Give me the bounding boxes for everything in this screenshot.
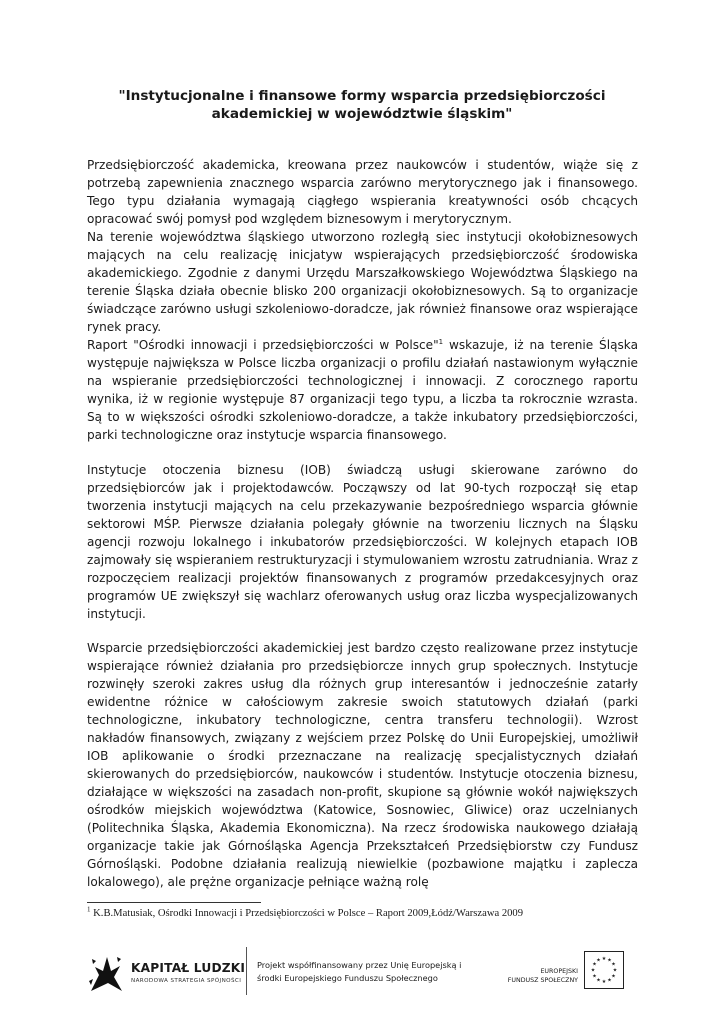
paragraph-3-start: Raport "Ośrodki innowacji i przedsiębiorczości w Polsce" xyxy=(87,338,439,352)
paragraph-4: Instytucje otoczenia biznesu (IOB) świadczą usługi skierowane zarówno do przedsiębiorców jak i projektodawców. Począwszy od lat 90-tych rozpoczął się etap tworzenia instytucji mających na celu przekazywanie bezpośredniego wsparcia głównie sektorowi MŚP. Pierwsze działania polegały głównie na tworzeniu licznych na Śląsku agencji rozwoju lokalnego i inkubatorów przedsiębiorczości. W kolejnych etapach IOB zajmowały się wspieraniem restrukturyzacji i stymulowaniem wzrostu zatrudniania. Wraz z rozpoczęciem realizacji projektów finansowanych z programów przedakcesyjnych oraz programów UE zwiększył się wachlarz oferowanych usług oraz liczba wyspecjalizowanych instytucji. xyxy=(87,463,638,621)
section-2 xyxy=(87,461,638,623)
document-title: "Instytucjonalne i finansowe formy wsparcia przedsiębiorczości akademickiej w województwie śląskim" xyxy=(118,88,606,122)
svg-text:★: ★ xyxy=(596,957,601,964)
project-note-line-2: środki Europejskiego Funduszu Społecznego xyxy=(257,973,438,983)
kapital-ludzki-subtitle: NARODOWA STRATEGIA SPÓJNOŚCI xyxy=(131,978,242,984)
eu-label-line-2: FUNDUSZ SPOŁECZNY xyxy=(507,977,578,984)
footnote-separator xyxy=(87,902,261,903)
eu-fund-label xyxy=(496,967,578,985)
section-3 xyxy=(87,639,638,891)
svg-text:★: ★ xyxy=(607,977,612,984)
section-1 xyxy=(87,156,638,444)
project-funding-note xyxy=(257,959,497,985)
svg-text:★: ★ xyxy=(607,957,612,964)
footnote-mark: 1 xyxy=(87,905,91,914)
footnote-reference[interactable]: 1 xyxy=(438,337,444,346)
svg-text:★: ★ xyxy=(611,973,616,980)
svg-text:★: ★ xyxy=(592,961,597,968)
svg-text:★: ★ xyxy=(592,973,597,980)
svg-text:★: ★ xyxy=(601,956,607,962)
paragraph-1: Przedsiębiorczość akademicka, kreowana przez naukowców i studentów, wiąże się z potrzebą zapewnienia znacznego wsparcia zarówno merytorycznego jak i finansowego. Tego typu działania wymagają ciągłego wspierania kreatywności osób chcących opracować swój pomysł pod względem biznesowym i merytorycznym. xyxy=(87,158,638,226)
paragraph-5: Wsparcie przedsiębiorczości akademickiej jest bardzo często realizowane przez instytucje wspierające również działania pro przedsiębiorcze innych grup społecznych. Instytucje rozwinęły szeroki zakres usług dla różnych grup interesantów i jednocześnie zatarły ewidentne różnice w całościowym zakresie swoich statutowych działań (parki technologiczne, inkubatory technologiczne, centra transferu technologii). Wzrost nakładów finansowych, związany z wejściem przez Polskę do Unii Europejskiej, umożliwił IOB aplikowanie o środki przeznaczane na realizację specjalistycznych działań skierowanych do przedsiębiorców, naukowców i studentów. Instytucje otoczenia biznesu, działające w większości na zasadach non-profit, skupione są głównie wokół największych ośrodków miejskich województwa (Katowice, Sosnowiec, Gliwice) oraz uczelnianych (Politechnika Śląska, Akademia Ekonomiczna). Na rzecz środowiska naukowego działają organizacje takie jak Górnośląska Agencja Przekształceń Przedsiębiorstw czy Fundusz Górnośląski. Podobne działania realizują niewielkie (pozbawione majątku i zaplecza lokalowego), ale prężne organizacje pełniące ważną rolę xyxy=(87,641,638,889)
footnote-text: K.B.Matusiak, Ośrodki Innowacji i Przedsiębiorczości w Polsce – Raport 2009,Łódź/Warszawa 2009 xyxy=(90,908,524,919)
kapital-ludzki-name: KAPITAŁ LUDZKI xyxy=(131,961,246,975)
svg-text:★: ★ xyxy=(611,961,616,968)
paragraph-3-end: wskazuje, iż na terenie Śląska występuje największa w Polsce liczba organizacji o profilu działań nastawionym wyłącznie na wspieranie przedsiębiorczości technologicznej i innowacji. Z corocznego raportu wynika, iż w regionie występuje 87 organizacji tego typu, a liczba ta rokrocznie wzrasta. Są to w większości ośrodki szkoleniowo-doradcze, a także inkubatory przedsiębiorczości, parki technologiczne oraz instytucje wsparcia finansowego. xyxy=(87,338,638,442)
svg-text:★: ★ xyxy=(612,967,618,974)
kapital-ludzki-logo-icon xyxy=(87,951,125,995)
footnote xyxy=(87,907,638,921)
svg-text:★: ★ xyxy=(596,977,601,984)
paragraph-3 xyxy=(87,336,638,444)
svg-text:★: ★ xyxy=(590,967,596,974)
footer-divider xyxy=(246,947,247,995)
page-footer xyxy=(0,945,724,1015)
eu-label-line-1: EUROPEJSKI xyxy=(540,968,578,975)
paragraph-2: Na terenie województwa śląskiego utworzono rozległą siec instytucji okołobiznesowych mających na celu realizację inicjatyw wspierających przedsiębiorczość środowiska akademickiego. Zgodnie z danymi Urzędu Marszałkowskiego Województwa Śląskiego na terenie Śląska działa obecnie blisko 200 organizacji okołobiznesowych. Są to organizacje świadczące zarówno usługi szkoleniowo-doradcze, jak również finansowe oraz wspierające rynek pracy. xyxy=(87,230,638,334)
project-note-line-1: Projekt współfinansowany przez Unię Europejską i xyxy=(257,960,462,970)
svg-text:★: ★ xyxy=(601,979,607,985)
eu-flag-icon xyxy=(584,951,624,989)
